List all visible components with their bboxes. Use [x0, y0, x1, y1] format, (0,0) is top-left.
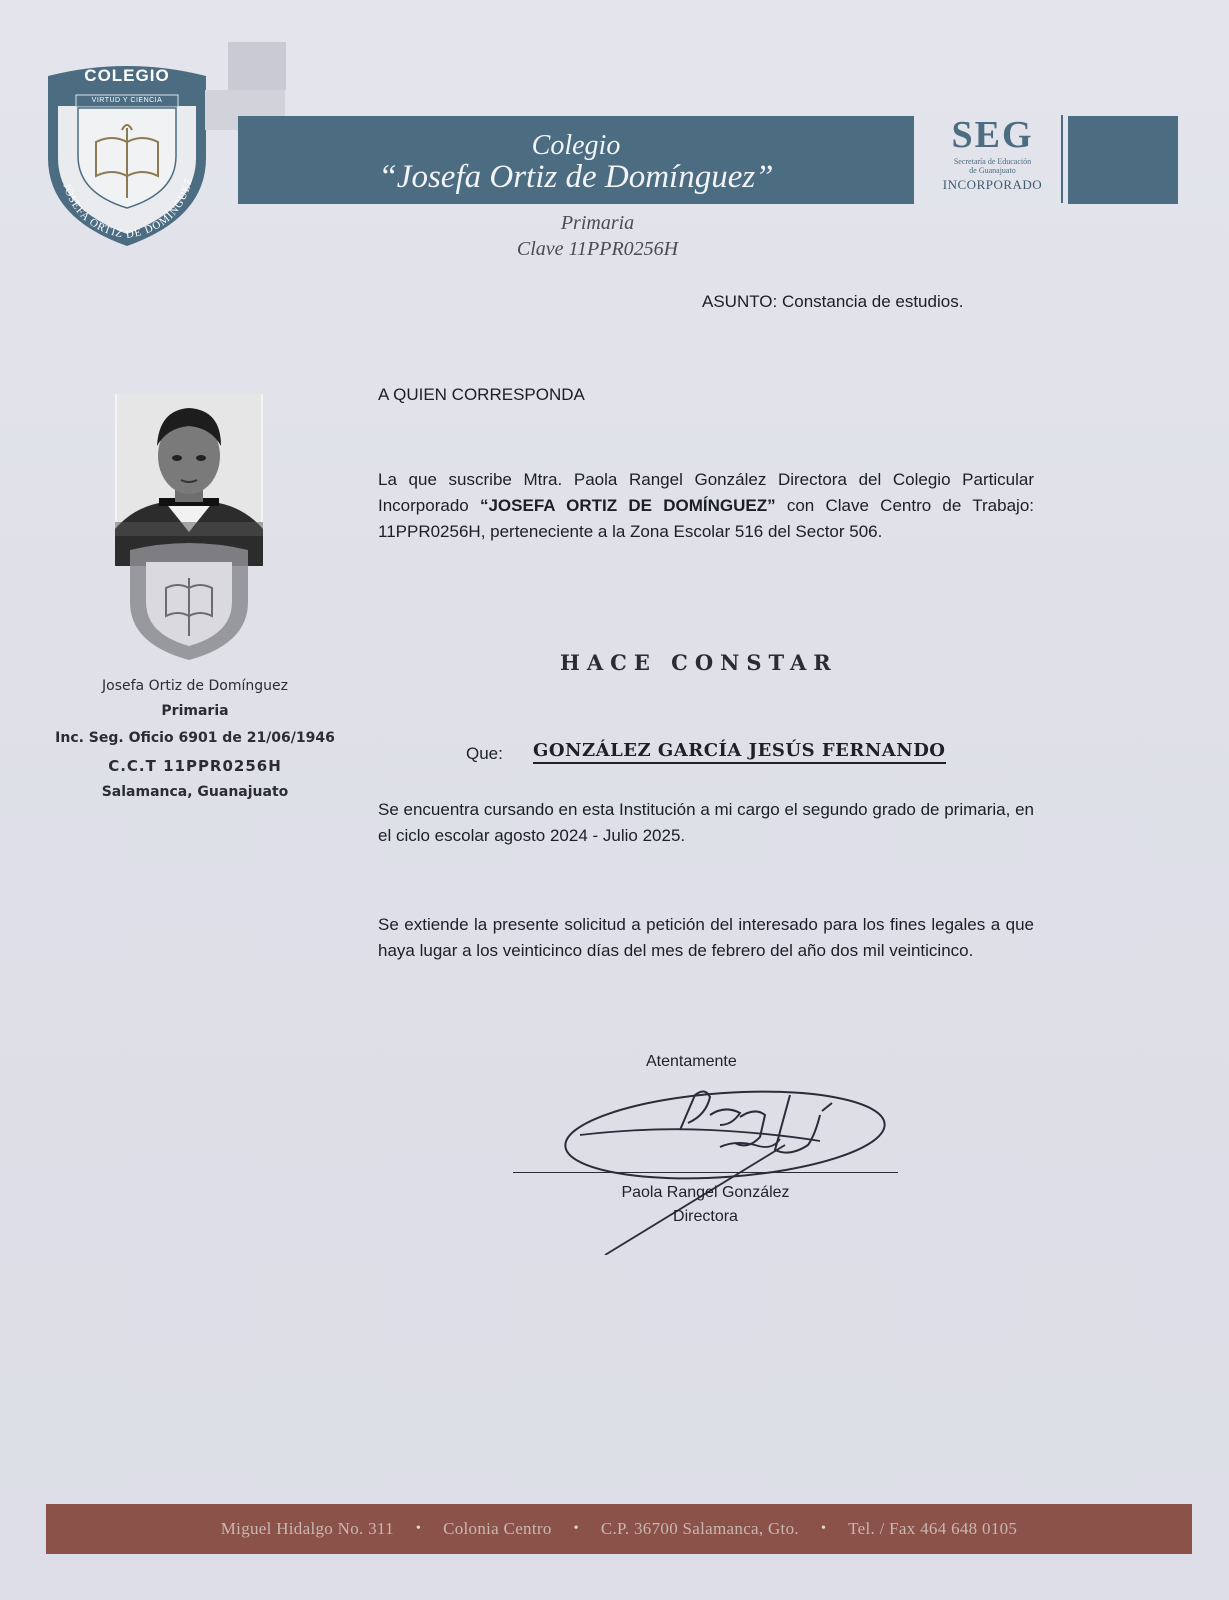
intro-school-name: “JOSEFA ORTIZ DE DOMÍNGUEZ” [479, 496, 776, 515]
seg-logo [925, 113, 1060, 203]
left-info-line-5: Salamanca, Guanajuato [101, 784, 289, 800]
crest-top-text: COLEGIO [84, 66, 170, 85]
signer-name: Paola Rangel González [621, 1184, 790, 1201]
footer-postal: C.P. 36700 Salamanca, Gto. [600, 1519, 799, 1538]
seg-status: INCORPORADO [942, 177, 1043, 192]
school-level: Primaria [560, 212, 635, 234]
seg-logo-text: SEG [951, 114, 1034, 156]
handwritten-signature-icon [560, 1075, 905, 1255]
school-seal-stamp-icon [120, 540, 258, 660]
footer-separator: • [573, 1521, 579, 1536]
student-name: GONZÁLEZ GARCÍA JESÚS FERNANDO [533, 740, 946, 764]
intro-text-2: con Clave Centro de Trabajo: 11PPR0256H, perteneciente a la Zona Escolar 516 del Sector 506. [378, 496, 1035, 541]
footer-phone: Tel. / Fax 464 648 0105 [848, 1519, 1018, 1538]
enrollment-paragraph: Se encuentra cursando en esta Institución a mi cargo el segundo grado de primaria, en el ciclo escolar agosto 2024 - Julio 2025. [378, 800, 1034, 845]
footer-separator: • [415, 1521, 422, 1536]
title-line-2: “Josefa Ortiz de Domínguez” [378, 159, 774, 195]
school-title-banner [238, 116, 914, 204]
footer-address: Miguel Hidalgo No. 311 [220, 1519, 394, 1538]
closing-word: Atentamente [646, 1053, 737, 1070]
title-line-1: Colegio [531, 130, 621, 161]
que-label: Que: [466, 744, 503, 763]
salutation: A QUIEN CORRESPONDA [378, 385, 585, 404]
seg-small-line-2: de Guanajuato [969, 166, 1016, 175]
left-info-line-2: Primaria [161, 703, 229, 719]
footer-bar [46, 1504, 1192, 1554]
decorative-right-bar [1068, 116, 1178, 204]
seg-small-line-1: Secretaría de Educación [953, 157, 1032, 166]
subject-line: ASUNTO: Constancia de estudios. [702, 292, 964, 311]
signature-line [513, 1172, 898, 1173]
footer-separator: • [820, 1521, 827, 1536]
left-info-line-4: C.C.T 11PPR0256H [108, 757, 282, 775]
closing-paragraph: Se extiende la presente solicitud a petición del interesado para los fines legales a que haya lugar a los veinticinco días del mes de febrero del año dos mil veinticinco. [378, 915, 1034, 960]
intro-text-1: La que suscribe Mtra. Paola Rangel González Directora del Colegio Particular Incorporado [378, 470, 1034, 515]
crest-motto: VIRTUD Y CIENCIA [91, 97, 163, 104]
hace-constar-heading: HACE CONSTAR [560, 650, 838, 675]
decorative-square [228, 42, 286, 90]
intro-paragraph [378, 467, 1034, 545]
crest-arc-textpath: JOSEFA ORTIZ DE DOMÍNGUEZ [60, 175, 196, 242]
svg-text:JOSEFA ORTIZ DE DOMÍNGUEZ [60, 176, 195, 241]
seg-divider [1061, 115, 1063, 203]
crest-arc-text [38, 58, 216, 248]
left-info-line-1: Josefa Ortiz de Domínguez [102, 678, 288, 694]
left-info-line-3: Inc. Seg. Oficio 6901 de 21/06/1946 [55, 730, 335, 746]
school-clave: Clave 11PPR0256H [516, 238, 679, 260]
footer-colonia: Colonia Centro [443, 1519, 552, 1538]
signer-title: Directora [673, 1208, 738, 1225]
